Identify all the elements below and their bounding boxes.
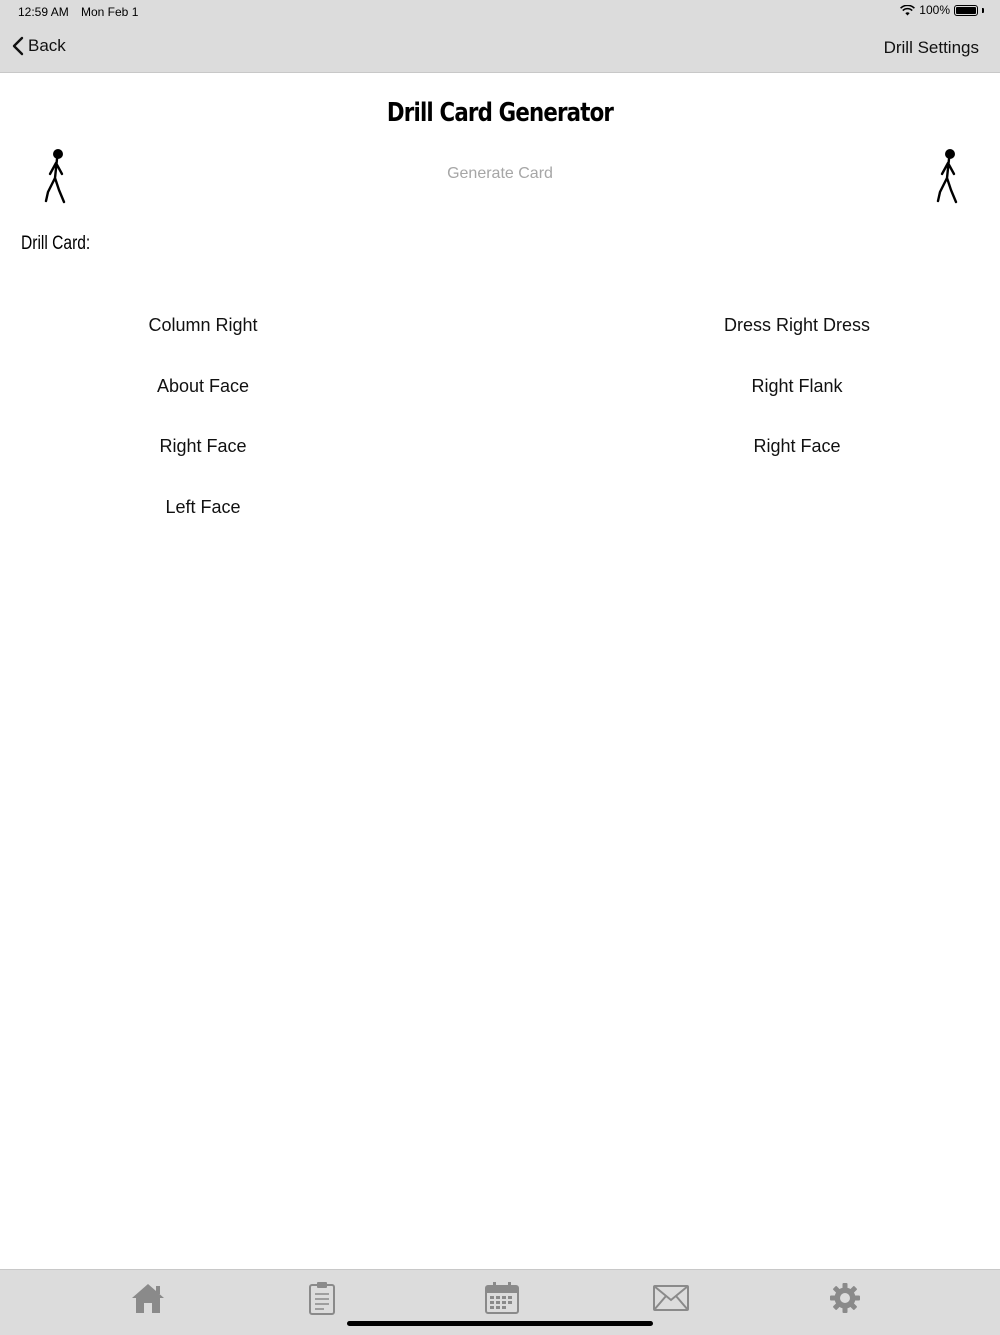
tab-clipboard[interactable] <box>302 1278 342 1318</box>
tab-home[interactable] <box>128 1278 168 1318</box>
back-button[interactable] <box>12 36 66 56</box>
mail-icon <box>653 1285 689 1311</box>
list-item: Column Right <box>148 315 258 335</box>
gear-icon <box>829 1282 861 1314</box>
list-item: Right Flank <box>751 375 843 396</box>
right-command-list <box>647 310 947 492</box>
walking-person-icon <box>932 148 962 206</box>
list-item: Dress Right Dress <box>723 315 871 335</box>
left-command-list <box>53 310 353 552</box>
status-time: 12:59 AM <box>18 5 69 19</box>
calendar-icon <box>485 1282 519 1314</box>
drill-settings-button[interactable]: Drill Settings <box>883 38 979 57</box>
battery-cap <box>982 8 984 13</box>
back-label: Back <box>28 36 66 55</box>
list-item: Right Face <box>753 436 841 456</box>
battery-icon <box>954 5 978 16</box>
status-right <box>900 3 984 17</box>
generate-card-button[interactable]: Generate Card <box>447 165 553 182</box>
chevron-left-icon <box>12 36 24 56</box>
tab-calendar[interactable] <box>482 1278 522 1318</box>
list-item: About Face <box>156 375 250 396</box>
home-icon <box>130 1281 166 1315</box>
battery-percent: 100% <box>919 3 950 17</box>
list-item: Right Face <box>159 436 247 456</box>
navigation-bar <box>0 0 1000 73</box>
tab-settings[interactable] <box>825 1278 865 1318</box>
drill-card-label: Drill Card: <box>21 233 91 254</box>
status-date: Mon Feb 1 <box>81 5 139 19</box>
battery-level <box>956 7 976 14</box>
page-title: Drill Card Generator <box>386 98 614 128</box>
walking-person-icon <box>40 148 70 206</box>
tab-mail[interactable] <box>651 1278 691 1318</box>
home-indicator[interactable] <box>347 1321 653 1326</box>
list-item: Left Face <box>165 496 241 517</box>
wifi-icon <box>900 5 915 16</box>
clipboard-icon <box>308 1281 336 1315</box>
